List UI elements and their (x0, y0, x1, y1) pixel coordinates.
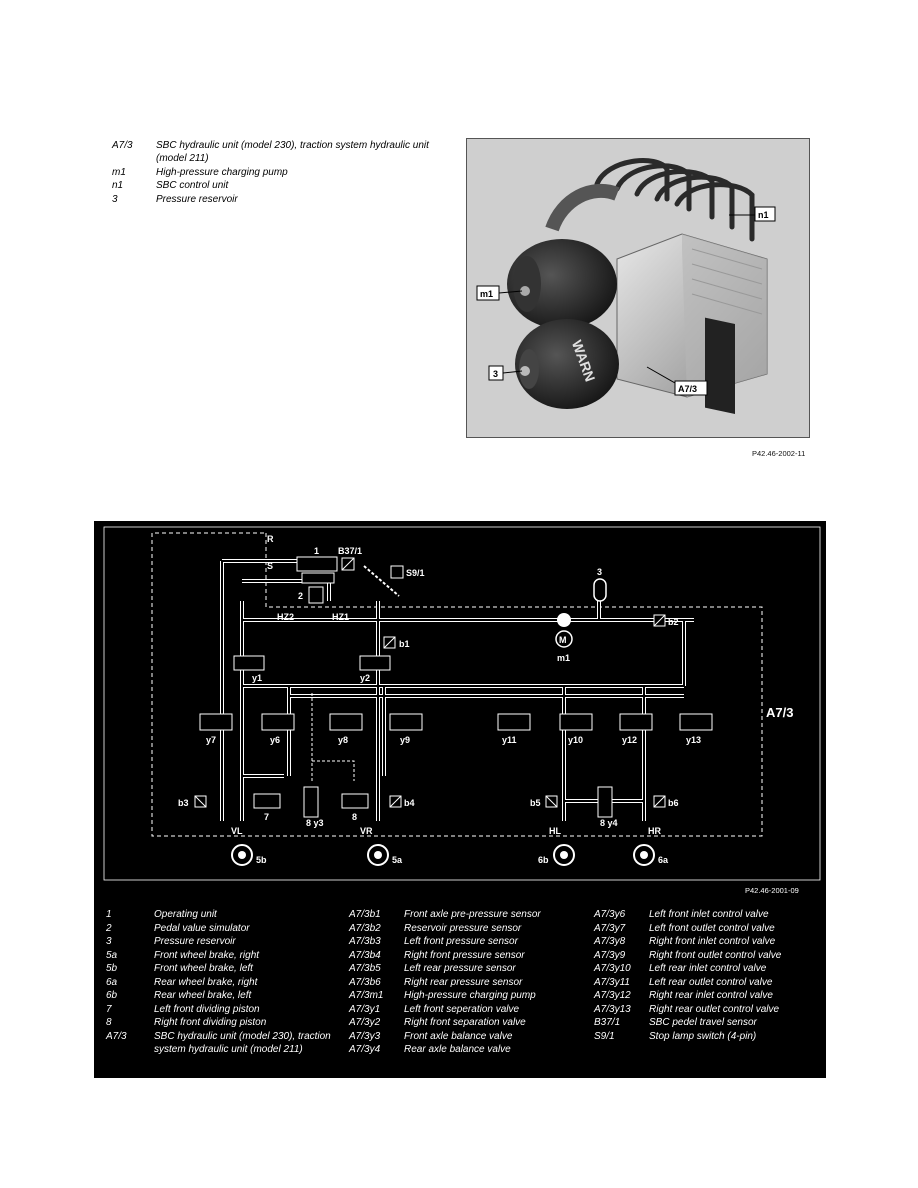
legend-code: S9/1 (594, 1030, 615, 1042)
svg-text:y12: y12 (622, 735, 638, 745)
hydraulic-schematic (94, 521, 826, 1078)
legend-code: A7/3 (112, 140, 133, 151)
legend-code: 1 (106, 909, 112, 920)
legend-row (594, 1003, 824, 1017)
legend-row (349, 922, 589, 936)
legend-column-2 (349, 908, 589, 1057)
legend-desc: Pressure reservoir (156, 193, 238, 205)
svg-text:3: 3 (493, 369, 499, 379)
legend-row (106, 1030, 336, 1057)
legend-code: 6a (106, 976, 118, 988)
legend-code: 5a (106, 949, 118, 961)
legend-row (349, 949, 589, 963)
svg-text:B37/1: B37/1 (338, 546, 363, 556)
svg-text:b5: b5 (530, 798, 541, 808)
legend-desc: Right front inlet control valve (649, 936, 776, 947)
legend-row (106, 962, 336, 976)
legend-code: A7/3b6 (349, 976, 381, 988)
legend-code: m1 (112, 166, 126, 178)
svg-text:b3: b3 (178, 798, 189, 808)
legend-row (106, 935, 336, 949)
schematic-legend (94, 908, 826, 1068)
legend-desc: Right front dividing piston (154, 1017, 267, 1028)
svg-text:b6: b6 (668, 798, 679, 808)
legend-desc: Rear wheel brake, left (154, 990, 252, 1001)
hydraulic-unit-illustration (467, 139, 810, 438)
legend-row (106, 1003, 336, 1017)
svg-text:y11: y11 (502, 735, 517, 745)
legend-code: A7/3y13 (594, 1003, 631, 1015)
legend-desc: SBC hydraulic unit (model 230), traction system hydraulic unit (model 211) (156, 140, 429, 165)
legend-code: A7/3b4 (349, 949, 381, 961)
svg-text:5b: 5b (256, 855, 267, 865)
legend-desc: Front wheel brake, right (154, 949, 260, 961)
legend-code: 5b (106, 963, 118, 974)
legend-desc: Pressure reservoir (154, 936, 236, 947)
schematic-diagram (94, 521, 826, 901)
svg-text:1: 1 (314, 546, 320, 556)
legend-row (349, 1043, 589, 1057)
svg-text:5a: 5a (392, 855, 403, 865)
svg-text:S: S (267, 561, 274, 571)
legend-desc: Front axle pre-pressure sensor (404, 909, 541, 920)
legend-row (106, 989, 336, 1003)
legend-column-1 (106, 908, 336, 1057)
legend-row (106, 908, 336, 922)
top-legend (112, 139, 442, 206)
legend-row (106, 1016, 336, 1030)
legend-code: A7/3b3 (349, 936, 381, 947)
legend-row (349, 1016, 589, 1030)
svg-text:8: 8 (352, 812, 358, 822)
legend-code: A7/3y12 (594, 990, 631, 1001)
legend-code: A7/3y1 (349, 1003, 381, 1015)
svg-text:VL: VL (231, 826, 243, 836)
legend-desc: SBC hydraulic unit (model 230), traction system hydraulic unit (model 211) (154, 1030, 331, 1055)
legend-desc: Left front inlet control valve (649, 909, 769, 920)
legend-desc: Operating unit (154, 909, 217, 920)
svg-text:8 y3: 8 y3 (306, 818, 324, 828)
legend-code: A7/3y11 (594, 976, 630, 988)
svg-text:6b: 6b (538, 855, 549, 865)
svg-text:HZ2: HZ2 (277, 612, 295, 622)
legend-desc: Reservoir pressure sensor (404, 922, 522, 934)
svg-text:2: 2 (298, 591, 304, 601)
svg-text:y1: y1 (252, 673, 263, 683)
schematic-reference: P42.46-2001-09 (745, 886, 799, 895)
legend-desc: Left front seperation valve (404, 1003, 520, 1015)
legend-row (594, 908, 824, 922)
legend-row (349, 1030, 589, 1044)
svg-text:S9/1: S9/1 (406, 568, 425, 578)
legend-code: 2 (106, 922, 112, 934)
legend-code: 3 (112, 193, 118, 205)
legend-desc: High-pressure charging pump (156, 166, 288, 178)
legend-row (349, 976, 589, 990)
legend-code: A7/3y3 (349, 1030, 381, 1042)
legend-desc: SBC pedel travel sensor (649, 1017, 757, 1028)
svg-text:b4: b4 (404, 798, 415, 808)
legend-code: A7/3y7 (594, 922, 626, 934)
svg-text:7: 7 (264, 812, 270, 822)
legend-row (594, 922, 824, 936)
legend-desc: Front axle balance valve (404, 1030, 513, 1042)
svg-text:y10: y10 (568, 735, 584, 745)
legend-row (594, 962, 824, 976)
legend-row (349, 908, 589, 922)
legend-row (349, 1003, 589, 1017)
legend-code: A7/3y10 (594, 963, 631, 974)
legend-code: n1 (112, 180, 124, 192)
reservoir-logo-text: WARN (568, 337, 599, 384)
legend-row (106, 949, 336, 963)
svg-text:R: R (267, 534, 274, 544)
legend-desc: Right rear outlet control valve (649, 1003, 780, 1015)
legend-row (106, 976, 336, 990)
legend-row (594, 935, 824, 949)
legend-row (112, 193, 442, 206)
legend-desc: Left rear pressure sensor (404, 963, 516, 974)
legend-row (112, 179, 442, 192)
legend-desc: High-pressure charging pump (404, 990, 536, 1001)
legend-row (349, 989, 589, 1003)
legend-desc: Left rear outlet control valve (649, 976, 773, 988)
legend-desc: Right front outlet control valve (649, 949, 782, 961)
legend-code: B37/1 (594, 1017, 621, 1028)
legend-desc: Pedal value simulator (154, 922, 250, 934)
legend-desc: Left front pressure sensor (404, 936, 518, 947)
svg-text:VR: VR (360, 826, 373, 836)
svg-text:b2: b2 (668, 617, 679, 627)
svg-text:m1: m1 (557, 653, 571, 663)
svg-text:HR: HR (648, 826, 661, 836)
legend-row (594, 1016, 824, 1030)
legend-row (594, 989, 824, 1003)
svg-text:6a: 6a (658, 855, 669, 865)
svg-text:y2: y2 (360, 673, 371, 683)
legend-code: 3 (106, 936, 112, 947)
valve-y2 (360, 656, 390, 683)
operating-unit (267, 534, 425, 622)
legend-code: A7/3m1 (349, 990, 384, 1001)
control-valves (200, 714, 712, 745)
legend-row (594, 949, 824, 963)
legend-desc: Right rear inlet control valve (649, 990, 773, 1001)
svg-text:y8: y8 (338, 735, 349, 745)
svg-text:HZ1: HZ1 (332, 612, 350, 622)
legend-code: A7/3y6 (594, 909, 626, 920)
valve-y1 (234, 656, 264, 683)
legend-desc: SBC control unit (156, 180, 229, 192)
legend-desc: Stop lamp switch (4-pin) (649, 1030, 757, 1042)
legend-code: 6b (106, 990, 118, 1001)
legend-code: 8 (106, 1017, 112, 1028)
legend-desc: Rear axle balance valve (404, 1044, 511, 1055)
unused-y5: y5 (134, 885, 145, 895)
legend-desc: Right front separation valve (404, 1017, 526, 1028)
legend-code: A7/3b1 (349, 909, 381, 920)
legend-desc: Left front dividing piston (154, 1003, 260, 1015)
legend-desc: Rear wheel brake, right (154, 976, 258, 988)
legend-code: A7/3y8 (594, 936, 626, 947)
legend-code: A7/3b5 (349, 963, 381, 974)
legend-row (349, 935, 589, 949)
legend-row (112, 139, 442, 166)
svg-text:M: M (559, 635, 567, 645)
svg-text:8 y4: 8 y4 (600, 818, 618, 828)
legend-code: A7/3y2 (349, 1017, 381, 1028)
svg-text:m1: m1 (480, 289, 494, 299)
legend-row (112, 166, 442, 179)
hydraulic-unit-photo (466, 138, 810, 438)
legend-row (349, 962, 589, 976)
svg-text:HL: HL (549, 826, 561, 836)
svg-text:y7: y7 (206, 735, 217, 745)
a73-label: A7/3 (766, 705, 794, 720)
legend-desc: Left front outlet control valve (649, 922, 775, 934)
legend-row (594, 1030, 824, 1044)
legend-code: A7/3 (106, 1030, 127, 1042)
pump-m1 (556, 567, 679, 663)
svg-text:y13: y13 (686, 735, 702, 745)
legend-code: A7/3b2 (349, 922, 381, 934)
legend-column-3 (594, 908, 824, 1043)
legend-code: A7/3y4 (349, 1044, 381, 1055)
wheel-brakes (231, 826, 669, 865)
svg-text:A7/3: A7/3 (678, 384, 698, 394)
legend-code: A7/3y9 (594, 949, 626, 961)
legend-desc: Front wheel brake, left (154, 963, 253, 974)
svg-text:y6: y6 (270, 735, 281, 745)
legend-desc: Right front pressure sensor (404, 949, 525, 961)
legend-desc: Right rear pressure sensor (404, 976, 523, 988)
svg-text:b1: b1 (399, 639, 410, 649)
legend-code: 7 (106, 1003, 112, 1015)
svg-text:y9: y9 (400, 735, 411, 745)
legend-row (106, 922, 336, 936)
legend-row (594, 976, 824, 990)
legend-desc: Left rear inlet control valve (649, 963, 767, 974)
photo-reference: P42.46-2002-11 (752, 449, 806, 458)
svg-text:n1: n1 (758, 210, 769, 220)
svg-text:3: 3 (597, 567, 603, 577)
